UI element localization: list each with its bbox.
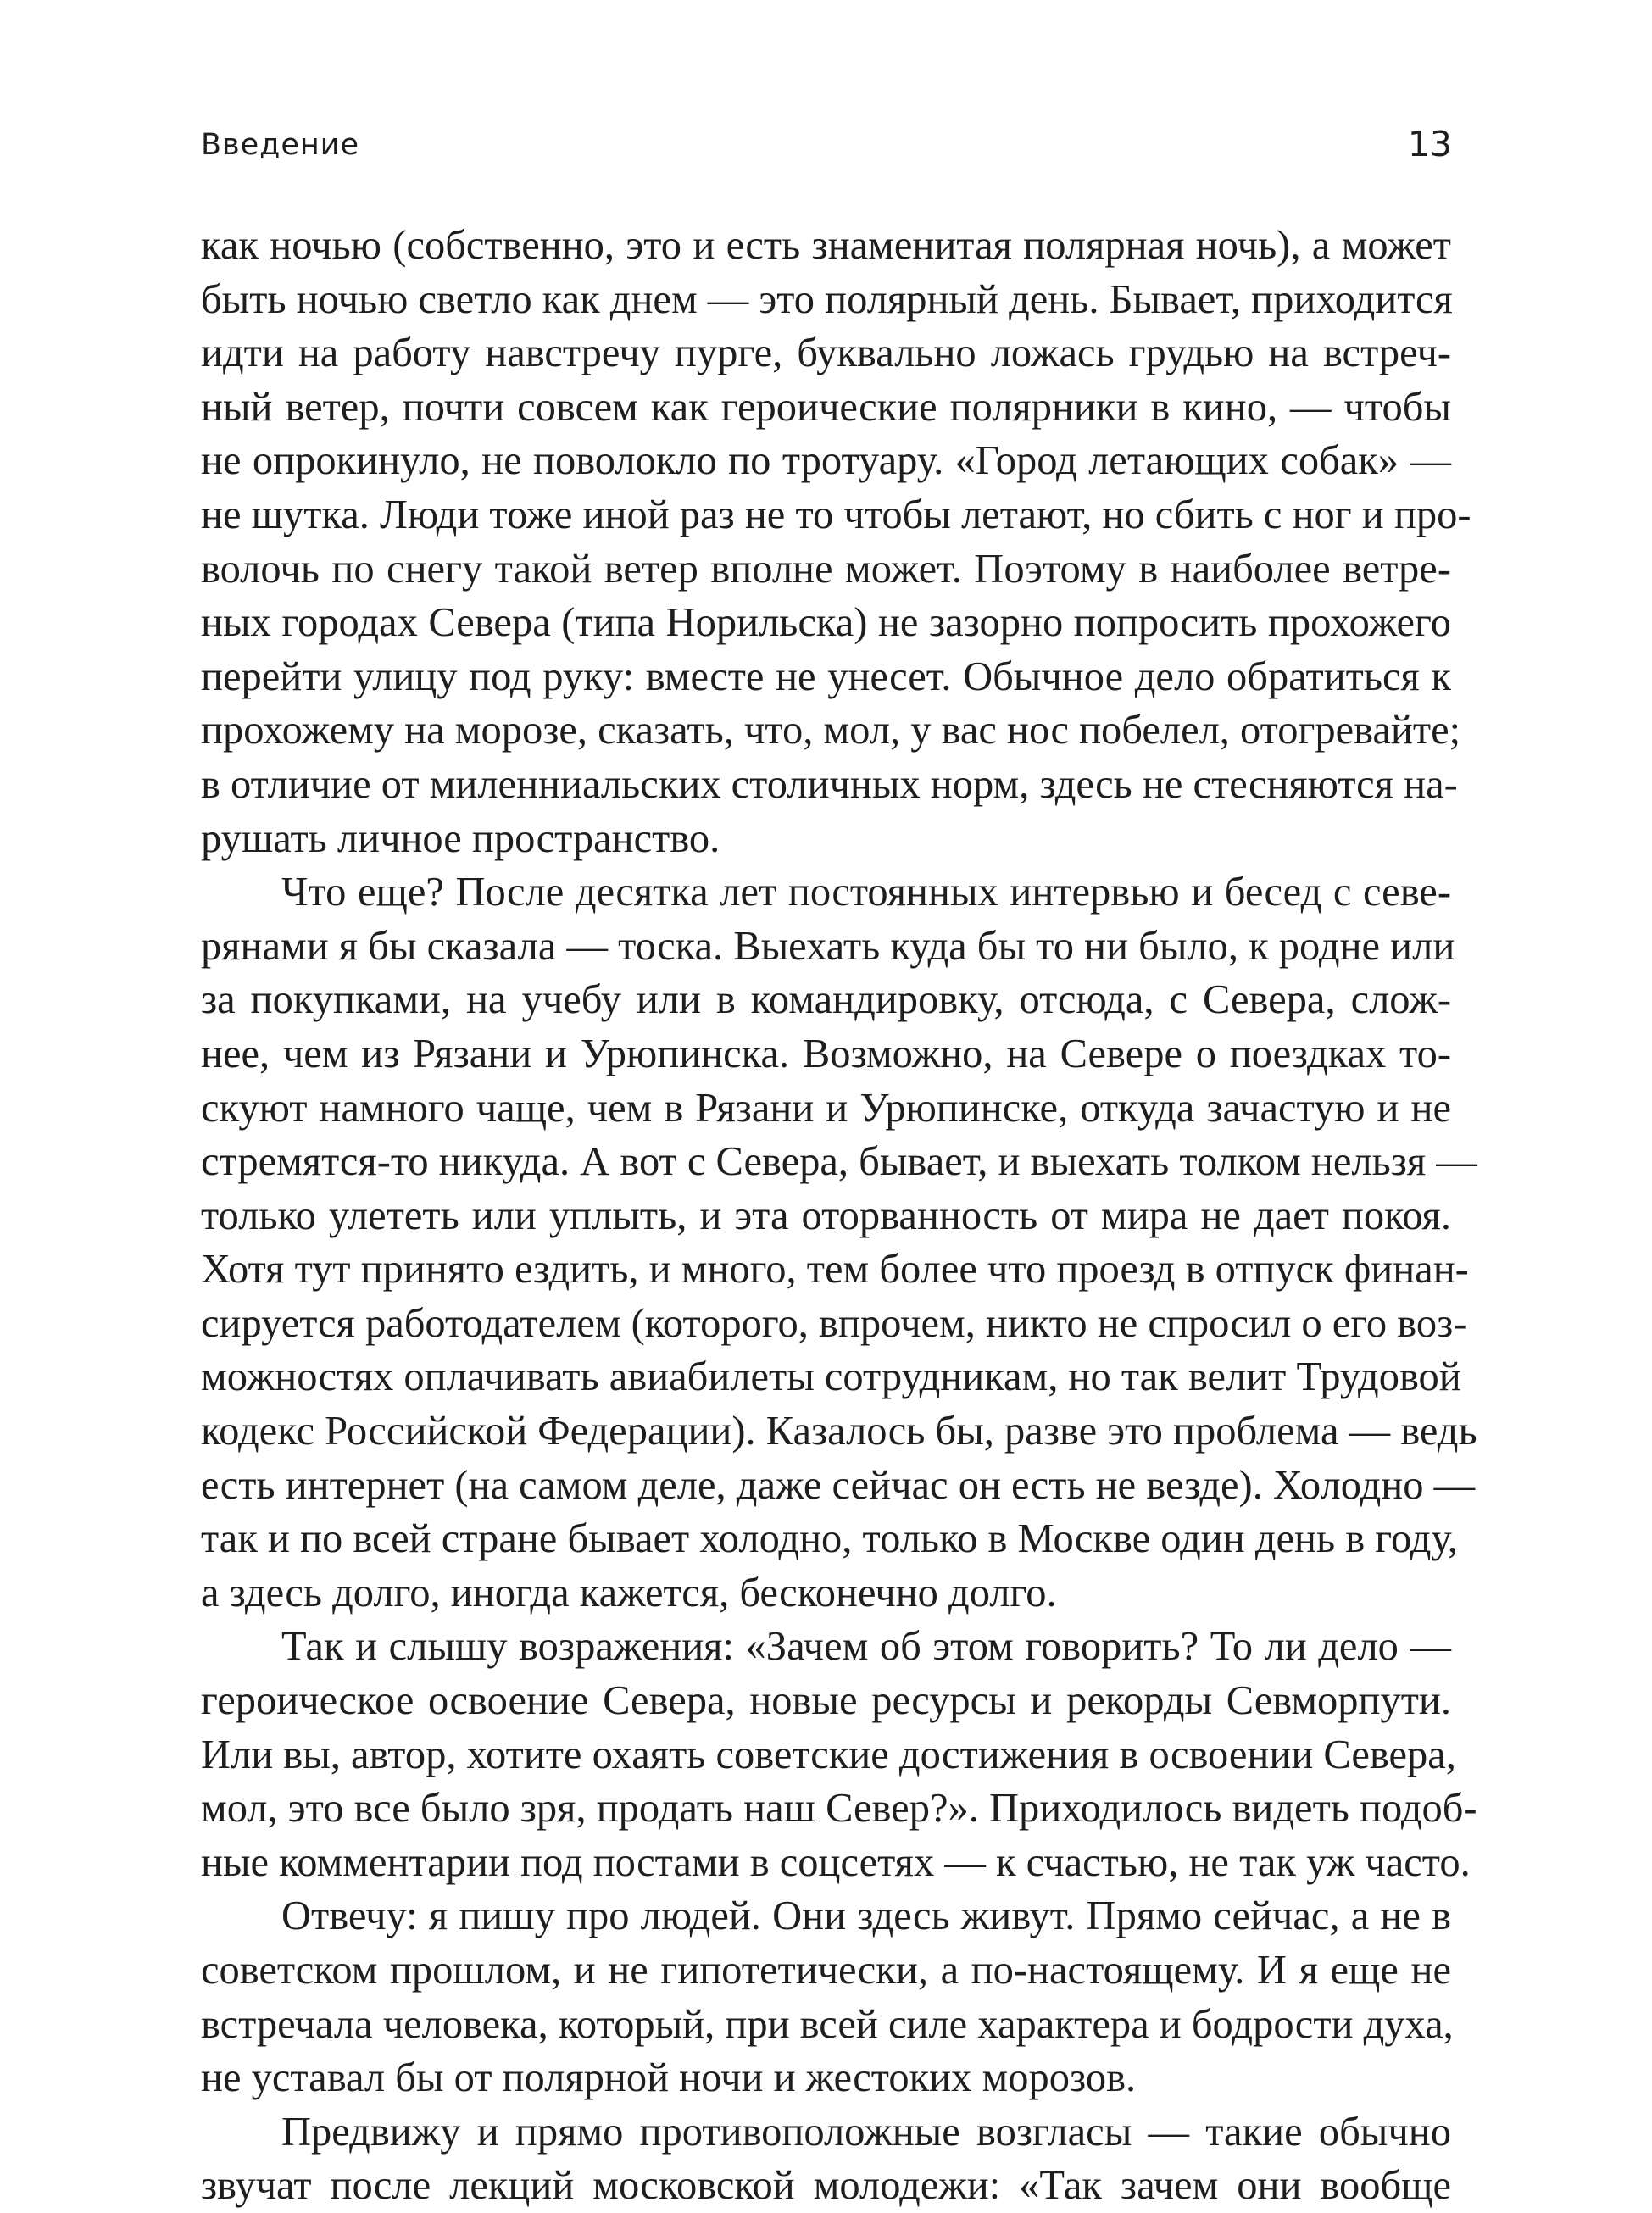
body-text [201, 219, 1477, 2213]
text-line: за покупками, на учебу или в командировку, отсюда, с Севера, слож- [201, 977, 1451, 1023]
text-line: как ночью (собственно, это и есть знаменитая полярная ночь), а может [201, 223, 1451, 268]
text-line: кодекс Российской Федерации). Казалось бы, разве это проблема — ведь [201, 1409, 1477, 1454]
paragraph [201, 1889, 1454, 2105]
text-line: ный ветер, почти совсем как героические полярники в кино, — чтобы [201, 384, 1451, 430]
text-line: Отвечу: я пишу про людей. Они здесь живут. Прямо сейчас, а не в [281, 1893, 1451, 1939]
text-line: мол, это все было зря, продать наш Север?». Приходилось видеть подоб- [201, 1786, 1477, 1832]
text-line: ные комментарии под постами в соцсетях — к счастью, не так уж часто. [201, 1839, 1471, 1885]
text-line: нее, чем из Рязани и Урюпинска. Возможно, на Севере о поездках то- [201, 1031, 1451, 1076]
text-line: не уставал бы от полярной ночи и жестоких морозов. [201, 2055, 1137, 2101]
text-line: так и по всей стране бывает холодно, только в Москве один день в году, [201, 1516, 1458, 1562]
text-line: Хотя тут принято ездить, и много, тем более что проезд в отпуск финан- [201, 1247, 1469, 1293]
text-line: сируется работодателем (которого, впрочем, никто не спросил о его воз- [201, 1300, 1467, 1346]
running-head: Введение [201, 128, 360, 162]
text-line: только улететь или уплыть, и эта оторванность от мира не дает покоя. [201, 1193, 1451, 1238]
text-line: есть интернет (на самом деле, даже сейчас он есть не везде). Холодно — [201, 1462, 1476, 1508]
text-line: стремятся-то никуда. А вот с Севера, бывает, и выехать толком нельзя — [201, 1139, 1477, 1185]
text-line: встречала человека, который, при всей силе характера и бодрости духа, [201, 2001, 1454, 2047]
text-line: идти на работу навстречу пурге, буквально ложась грудью на встреч- [201, 331, 1451, 376]
text-line: скуют намного чаще, чем в Рязани и Урюпинске, откуда зачастую и не [201, 1085, 1451, 1131]
paragraph [201, 1620, 1477, 1889]
text-line: звучат после лекций московской молодежи: «Так зачем они вообще [201, 2163, 1451, 2209]
text-line: рянами я бы сказала — тоска. Выехать куда бы то ни было, к родне или [201, 923, 1455, 969]
paragraph [201, 219, 1471, 865]
text-line: не шутка. Люди тоже иной раз не то чтобы летают, но сбить с ног и про- [201, 492, 1471, 537]
text-line: быть ночью светло как днем — это полярный день. Бывает, приходится [201, 276, 1453, 322]
text-line: советском прошлом, и не гипотетически, а по-настоящему. И я еще не [201, 1948, 1451, 1993]
text-line: можностях оплачивать авиабилеты сотрудникам, но так велит Трудовой [201, 1354, 1461, 1400]
text-line: не опрокинуло, не поволокло по тротуару. «Город летающих собак» — [201, 438, 1451, 484]
text-line: волочь по снегу такой ветер вполне может. Поэтому в наиболее ветре- [201, 546, 1451, 592]
paragraph [201, 865, 1477, 1620]
text-line: перейти улицу под руку: вместе не унесет. Обычное дело обратиться к [201, 653, 1451, 699]
text-line: ных городах Севера (типа Норильска) не зазорно попросить прохожего [201, 600, 1451, 646]
text-line: Так и слышу возражения: «Зачем об этом говорить? То ли дело — [281, 1624, 1451, 1670]
text-line: героическое освоение Севера, новые ресурсы и рекорды Севморпути. [201, 1678, 1451, 1724]
text-line: Предвижу и прямо противоположные возгласы — такие обычно [281, 2109, 1451, 2155]
text-line: в отличие от миленниальских столичных норм, здесь не стесняются на- [201, 761, 1458, 807]
text-line: а здесь долго, иногда кажется, бесконечно долго. [201, 1570, 1057, 1615]
text-line: Что еще? После десятка лет постоянных интервью и бесед с севе- [281, 870, 1451, 915]
paragraph [201, 2105, 1451, 2213]
text-line: прохожему на морозе, сказать, что, мол, у вас нос побелел, отогревайте; [201, 708, 1461, 753]
text-line: рушать личное пространство. [201, 815, 720, 861]
text-line: Или вы, автор, хотите охаять советские достижения в освоении Севера, [201, 1732, 1456, 1777]
page-number: 13 [1407, 124, 1452, 164]
